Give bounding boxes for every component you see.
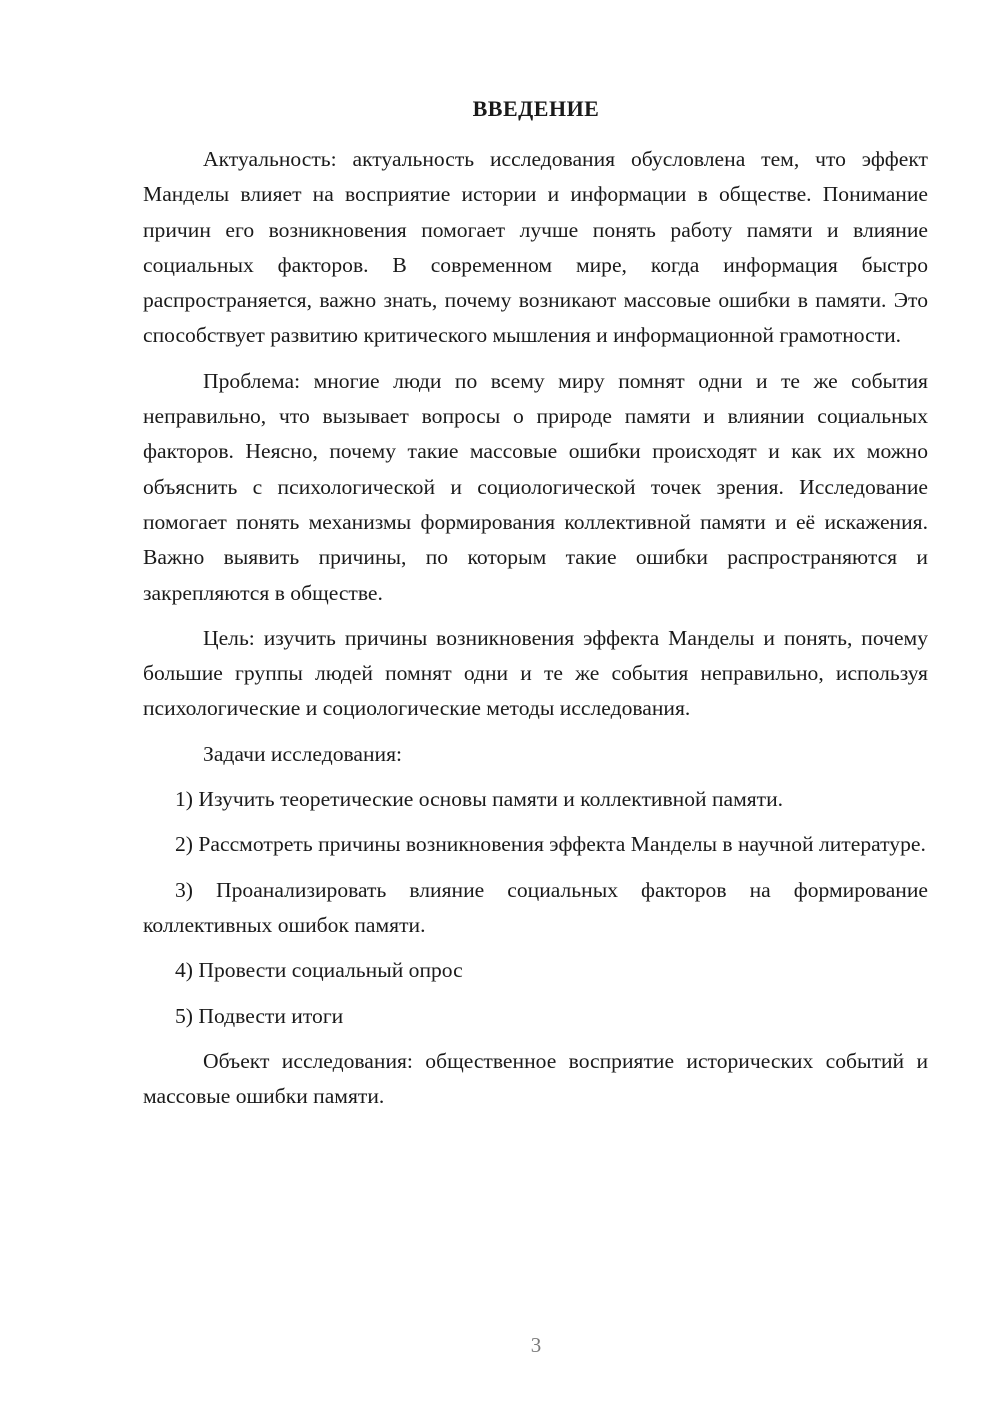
problem-paragraph: Проблема: многие люди по всему миру помнят одни и те же события неправильно, что вызывает вопросы о природе памяти и влиянии социальных факторов. Неясно, почему такие массовые ошибки происходят и как их можно объяснить с психологической и социологической точек зрения. Исследование помогает понять механизмы формирования коллективной памяти и её искажения. Важно выявить причины, по которым такие ошибки распространяются и закрепляются в обществе.: [143, 368, 928, 605]
relevance-paragraph: Актуальность: актуальность исследования обусловлена тем, что эффект Манделы влияет на восприятие истории и информации в обществе. Понимание причин его возникновения помогает лучше понять работу памяти и влияние социальных факторов. В современном мире, когда информация быстро распространяется, важно знать, почему возникают массовые ошибки в памяти. Это способствует развитию критического мышления и информационной грамотности.: [143, 147, 928, 348]
goal-paragraph: Цель: изучить причины возникновения эффекта Манделы и понять, почему большие группы людей помнят одни и те же события неправильно, используя психологические и социологические методы исследования.: [143, 625, 928, 721]
task-item-5: 5) Подвести итоги: [175, 1003, 344, 1028]
task-item-2: 2) Рассмотреть причины возникновения эффекта Манделы в научной литературе.: [175, 832, 926, 857]
section-heading: ВВЕДЕНИЕ: [472, 96, 600, 121]
object-paragraph: Объект исследования: общественное восприятие исторических событий и массовые ошибки памяти.: [143, 1048, 928, 1109]
task-item-1: 1) Изучить теоретические основы памяти и коллективной памяти.: [175, 787, 784, 812]
page-number: 3: [530, 1333, 542, 1357]
task-item-4: 4) Провести социальный опрос: [175, 958, 463, 983]
tasks-heading: Задачи исследования:: [203, 741, 403, 766]
document-body: [143, 142, 928, 1124]
task-item-3: 3) Проанализировать влияние социальных факторов на формирование коллективных ошибок памяти.: [143, 877, 928, 937]
